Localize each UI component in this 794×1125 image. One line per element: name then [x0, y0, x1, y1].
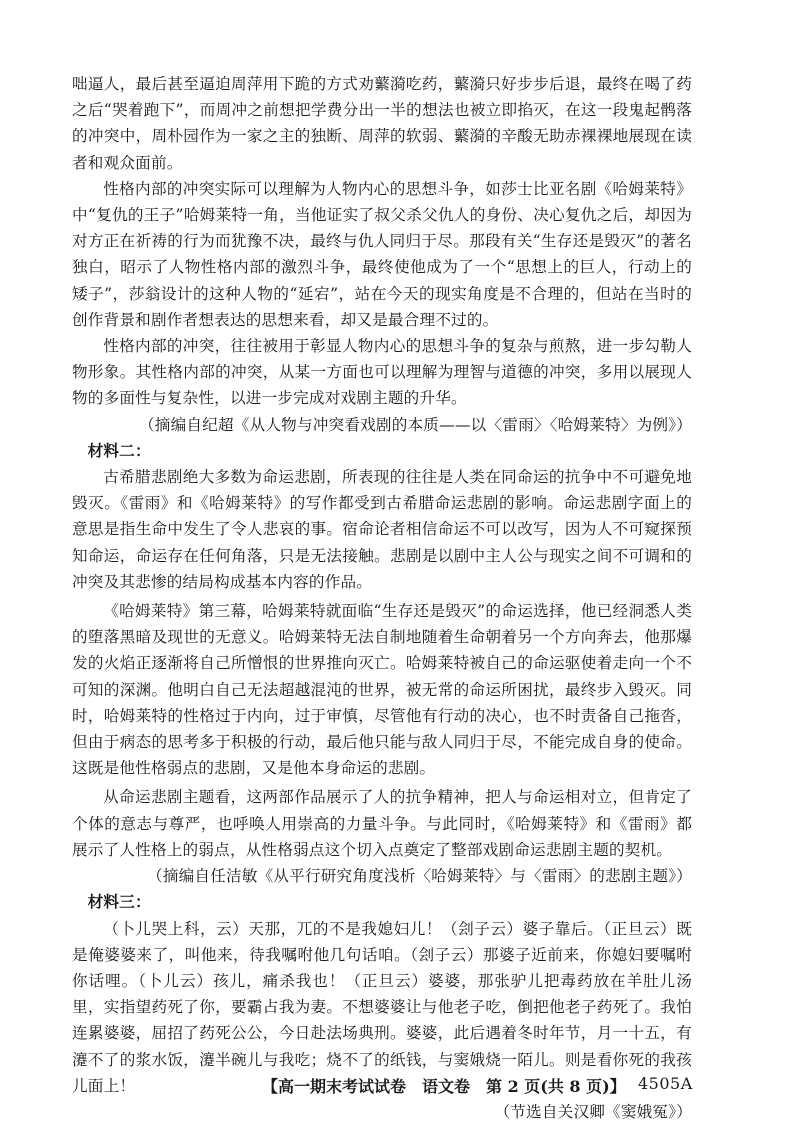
- paragraph: 从命运悲剧主题看，这两部作品展示了人的抗争精神，把人与命运相对立，但肯定了个体的意志与尊严，也呼唤人用崇高的力量斗争。与此同时，《哈姆莱特》和《雷雨》都展示了人性格上的弱点，从性格弱点这个切入点奠定了整部戏剧命运悲剧主题的契机。: [72, 788, 692, 859]
- paragraph: （卜儿哭上科，云）天那，兀的不是我媳妇儿！（刽子云）婆子靠后。（正旦云）既是俺婆婆来了，叫他来，待我嘱咐他几句话咱。（刽子云）那婆子近前来，你媳妇要嘱咐你话哩。（卜儿云）孩儿，痛杀我也！（正旦云）婆婆，那张驴儿把毒药放在羊肚儿汤里，实指望药死了你，要霸占我为妻。不想婆婆让与他老子吃，倒把他老子药死了。我怕连累婆婆，屈招了药死公公，今日赴法场典刑。婆婆，此后遇着冬时年节，月一十五，有瀽不了的浆水饭，瀽半碗儿与我吃；烧不了的纸钱，与窦娥烧一陌儿。则是看你死的我孩儿面上！: [72, 919, 692, 1095]
- source-citation: （摘编自纪超《从人物与冲突看戏剧的本质——以〈雷雨〉〈哈姆莱特〉为例》）: [139, 415, 692, 434]
- paper-code: 4505A: [638, 1074, 693, 1093]
- paragraph: 咄逼人，最后甚至逼迫周萍用下跪的方式劝蘩漪吃药，蘩漪只好步步后退，最终在喝了药之后“哭着跑下”，而周冲之前想把学费分出一半的想法也被立即掐灭，在这一段鬼起鹘落的冲突中，周朴园作为一家之主的独断、周萍的软弱、蘩漪的辛酸无助赤裸裸地展现在读者和观众面前。: [72, 75, 692, 172]
- paragraph: 性格内部的冲突，往往被用于彰显人物内心的思想斗争的复杂与煎熬，进一步勾勒人物形象。其性格内部的冲突，从某一方面也可以理解为理智与道德的冲突，多用以展现人物的多面性与复杂性，以进一步完成对戏剧主题的升华。: [72, 337, 692, 408]
- source-citation: （节选自关汉卿《窦娥冤》）: [494, 1102, 692, 1121]
- section-heading: 材料三：: [87, 892, 151, 912]
- paragraph: 古希腊悲剧绝大多数为命运悲剧，所表现的往往是人类在同命运的抗争中不可避免地毁灭。《雷雨》和《哈姆莱特》的写作都受到古希腊命运悲剧的影响。命运悲剧字面上的意思是指生命中发生了令人悲哀的事。宿命论者相信命运不可以改写，因为人不可窥探预知命运，命运存在任何角落，只是无法接触。悲剧是以剧中主人公与现实之间不可调和的冲突及其悲惨的结局构成基本内容的作品。: [72, 468, 692, 591]
- source-citation: （摘编自任洁敏《从平行研究角度浅析〈哈姆莱特〉与〈雷雨〉的悲剧主题》）: [147, 867, 692, 886]
- section-heading: 材料二：: [87, 440, 151, 460]
- paragraph: 性格内部的冲突实际可以理解为人物内心的思想斗争，如莎士比亚名剧《哈姆莱特》中“复仇的王子”哈姆莱特一角，当他证实了叔父杀父仇人的身份、决心复仇之后，却因为对方正在祈祷的行为而犹豫不决，最终与仇人同归于尽。那段有关“生存还是毁灭”的著名独白，昭示了人物性格内部的激烈斗争，最终使他成为了一个“思想上的巨人，行动上的矮子”，莎翁设计的这种人物的“延宕”，站在今天的现实角度是不合理的，但站在当时的创作背景和剧作者想表达的思想来看，却又是最合理不过的。: [72, 179, 692, 329]
- paragraph: 《哈姆莱特》第三幕，哈姆莱特就面临“生存还是毁灭”的命运选择，他已经洞悉人类的堕落黑暗及现世的无意义。哈姆莱特无法自制地随着生命朝着另一个方向奔去，他那爆发的火焰正逐渐将自己所憎恨的世界推向灭亡。哈姆莱特被自己的命运驱使着走向一个不可知的深渊。他明白自己无法超越混沌的世界，被无常的命运所困扰，最终步入毁灭。同时，哈姆莱特的性格过于内向，过于审慎，尽管他有行动的决心，也不时责备自己拖沓，但由于病态的思考多于积极的行动，最后他只能与敌人同归于尽，不能完成自身的使命。这既是他性格弱点的悲剧，又是他本身命运的悲剧。: [72, 602, 692, 778]
- footer-label: 【高一期末考试试卷 语文卷 第 2 页(共 8 页)】: [262, 1077, 626, 1096]
- article-body: [72, 71, 692, 1125]
